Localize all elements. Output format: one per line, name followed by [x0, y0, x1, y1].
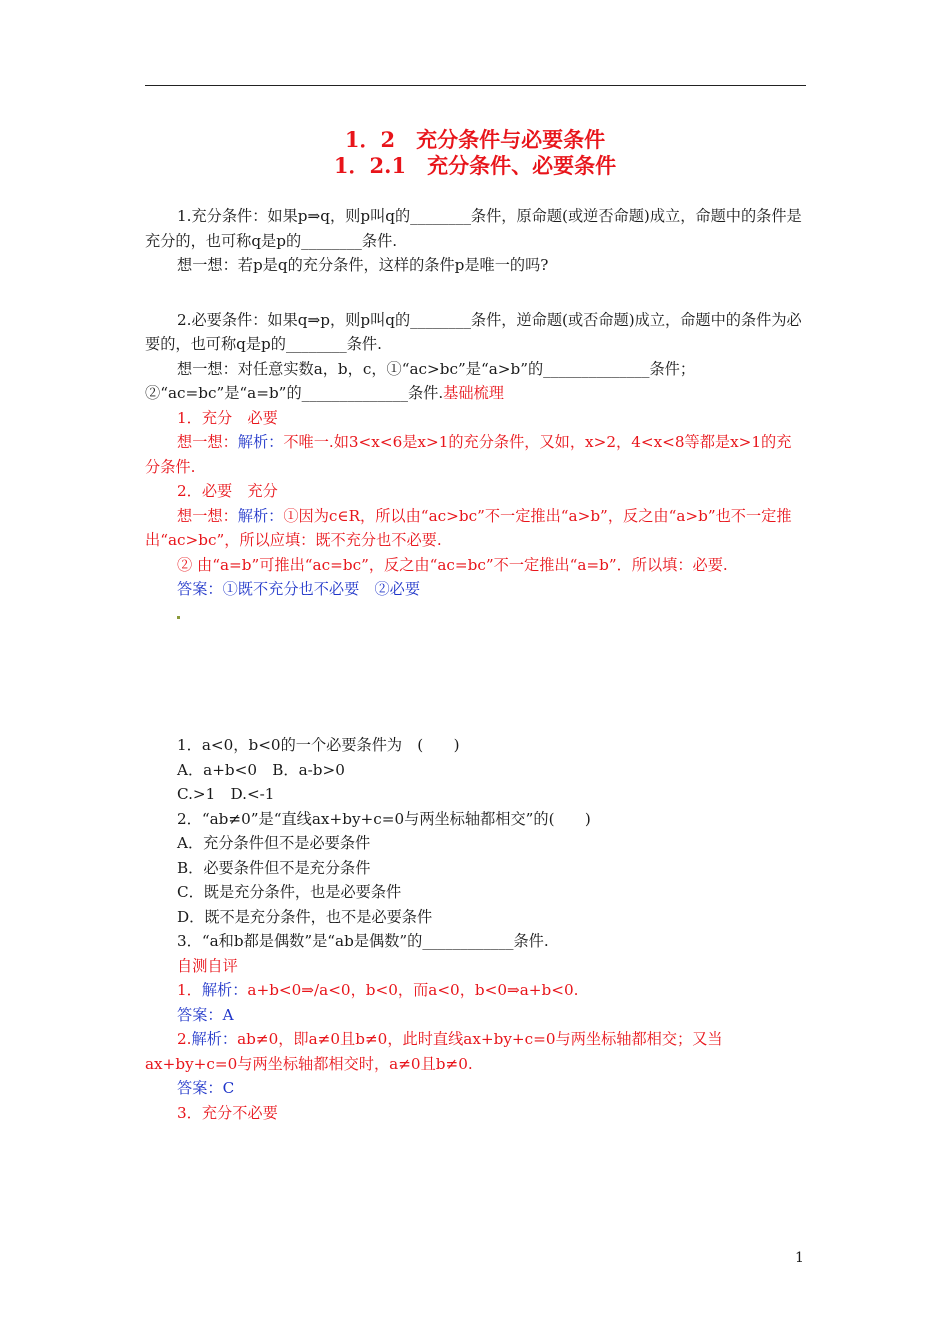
- answer-think-2-result: 答案：①既不充分也不必要 ②必要: [177, 580, 420, 598]
- solution-3: 3．充分不必要: [177, 1103, 278, 1122]
- question-2-option-d: D．既不是充分条件，也不是必要条件: [177, 907, 433, 926]
- analysis-label: 解析：: [237, 433, 284, 451]
- question-1-options-ab: A．a+b<0 B．a-b>0: [177, 760, 345, 779]
- analysis-label: 解析：: [237, 506, 284, 525]
- header-rule: [145, 85, 806, 86]
- question-2-option-a: A．充分条件但不是必要条件: [177, 834, 371, 852]
- practice-block: [145, 733, 806, 1125]
- analysis-label: 解析：: [191, 1030, 238, 1048]
- answer-think-1: 想一想：解析：不唯一.如3<x<6是x>1的充分条件，又如，x>2，4<x<8等都是x>1的充分条件.: [145, 433, 792, 476]
- solution-1-answer: 答案：A: [177, 1005, 234, 1024]
- question-2-option-b: B．必要条件但不是充分条件: [177, 858, 371, 877]
- question-2: 2．“ab≠0”是“直线ax+by+c=0与两坐标轴都相交”的( ): [177, 809, 591, 828]
- think-question-1: 想一想：若p是q的充分条件，这样的条件p是唯一的吗?: [177, 256, 549, 274]
- answer-think-2: 想一想：解析：①因为c∈R，所以由“ac>bc”不一定推出“a>b”，反之由“a>b”也不一定推出“ac>bc”，所以应填：既不充分也不必要.: [145, 506, 792, 549]
- subsection-title: 1．2.1 充分条件、必要条件: [333, 153, 617, 178]
- question-1-options-cd: C.>1 D.<-1: [177, 785, 275, 803]
- solution-1: 1．解析：a+b<0⇒/a<0，b<0，而a<0，b<0⇒a+b<0.: [177, 981, 579, 999]
- answer-1: 1．充分 必要: [177, 408, 278, 427]
- basic-review-label: 基础梳理: [443, 384, 504, 402]
- sufficient-condition-def: 1.充分条件：如果p⇒q，则p叫q的________条件，原命题(或逆否命题)成立，命题中的条件是充分的，也可称q是p的________条件.: [145, 207, 802, 250]
- solution-2-answer: 答案：C: [177, 1079, 235, 1097]
- answer-2: 2．必要 充分: [177, 482, 278, 500]
- question-2-option-c: C．既是充分条件，也是必要条件: [177, 883, 402, 901]
- answer-think-2-part2: ② 由“a=b”可推出“ac=bc”，反之由“ac=bc”不一定推出“a=b”．所以填：必要.: [177, 555, 728, 574]
- question-3: 3．“a和b都是偶数”是“ab是偶数”的____________条件.: [177, 932, 549, 950]
- analysis-label: 解析：: [201, 981, 248, 999]
- question-1: 1．a<0，b<0的一个必要条件为 ( ): [177, 736, 460, 754]
- intro-block: [145, 204, 806, 626]
- section-title: 1．2 充分条件与必要条件: [344, 127, 606, 152]
- think-question-2: 想一想：对任意实数a，b，c，①“ac>bc”是“a>b”的______________条件；②“ac=bc”是“a=b”的______________条件.基础梳理: [145, 359, 696, 402]
- self-test-heading: 自测自评: [177, 956, 238, 975]
- solution-2: 2.解析：ab≠0，即a≠0且b≠0，此时直线ax+by+c=0与两坐标轴都相交；又当ax+by+c=0与两坐标轴都相交时，a≠0且b≠0.: [145, 1030, 723, 1073]
- necessary-condition-def: 2.必要条件：如果q⇒p，则p叫q的________条件，逆命题(或否命题)成立，命题中的条件为必要的，也可称q是p的________条件.: [145, 310, 802, 353]
- stray-dot: [177, 616, 180, 619]
- page-number: 1: [795, 1250, 804, 1266]
